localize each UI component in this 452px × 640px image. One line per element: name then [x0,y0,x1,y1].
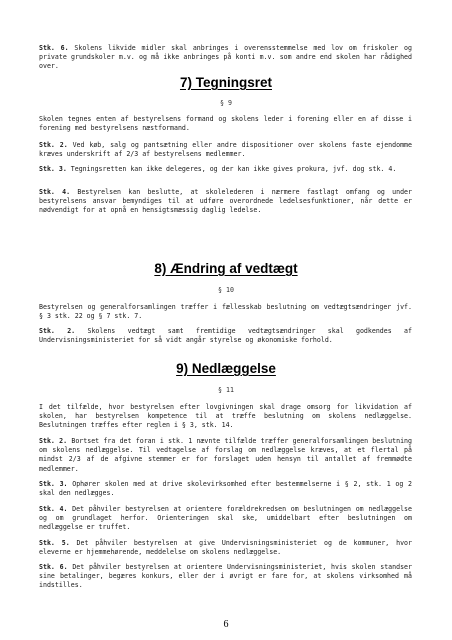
paragraph: Stk. 6. Det påhviler bestyrelsen at orientere Undervisningsministeriet, hvis skolen standser sine betalinger, begæres konkurs, eller der i øvrigt er fare for, at skolens virksomhed må indstilles. [39,563,412,590]
section-heading-tegningsret: 7) Tegningsret [179,75,272,90]
paragraph: Stk. 2. Ved køb, salg og pantsætning eller andre dispositioner over skolens faste ejendomme kræves underskrift af 2/3 af bestyrelsens medlemmer. [39,141,412,159]
paragraph: I det tilfælde, hvor bestyrelsen efter lovgivningen skal drage omsorg for likvidation af skolen, har bestyrelsen kompetence til at træffe beslutning om skolens nedlæggelse. Beslutningen træffes efter reglen i § 3, stk. 14. [39,403,412,430]
paragraph-mark: § 9 [220,99,232,107]
paragraph: Stk. 3. Tegningsretten kan ikke delegeres, og der kan ikke gives prokura, jvf. dog stk. 4. [39,165,397,173]
paragraph: Stk. 4. Bestyrelsen kan beslutte, at skolelederen i nærmere fastlagt omfang og under bestyrelsens ansvar bemyndiges til at udføre overordnede ledelsesfunktioner, når dette er nødvendigt for at opnå en hensigtsmæssig daglig ledelse. [39,188,412,215]
paragraph: Bestyrelsen og generalforsamlingen træffer i fællesskab beslutning om vedtægtsændringer jvf. § 3 stk. 22 og § 7 stk. 7. [39,303,412,321]
paragraph: Stk. 4. Det påhviler bestyrelsen at orientere forældrekredsen om beslutningen om nedlæggelse og om grundlaget herfor. Orienteringen skal ske, umiddelbart efter beslutningen om nedlæggelse er truffet. [39,505,412,532]
paragraph-mark: § 10 [218,286,234,294]
page-number: 6 [223,619,229,630]
paragraph: Stk. 2. Skolens vedtægt samt fremtidige vedtægtsændringer skal godkendes af Undervisningsministeriet for så vidt angår styrelse og økonomiske forhold. [39,327,412,345]
paragraph: Skolen tegnes enten af bestyrelsens formand og skolens leder i forening eller en af disse i forening med bestyrelsens næstformand. [39,115,412,133]
paragraph: Stk. 2. Bortset fra det foran i stk. 1 nævnte tilfælde træffer generalforsamlingen beslutning om skolens nedlæggelse. Til vedtagelse af forslag om nedlæggelse kræves, at et flertal på mindst 2/3 af de afgivne stemmer er for forslaget uden hensyn til antallet af fremmødte medlemmer. [39,437,412,473]
section-heading-nedlaeggelse: 9) Nedlæggelse [176,361,276,376]
paragraph-mark: § 11 [218,386,234,394]
paragraph: Stk. 5. Det påhviler bestyrelsen at give Undervisningsministeriet og de kommuner, hvor eleverne er hjemmehørende, meddelelse om skolens nedlæggelse. [39,539,412,557]
paragraph: Stk. 3. Ophører skolen med at drive skolevirksomhed efter bestemmelserne i § 2, stk. 1 og 2 skal den nedlægges. [39,480,412,498]
paragraph-stk-6: Stk. 6. Skolens likvide midler skal anbringes i overensstemmelse med lov om friskoler og private grundskoler m.v. og må ikke anbringes på konti m.v. som andre end skolen har rådighed over. [39,44,412,71]
section-heading-aendring-af-vedtaegt: 8) Ændring af vedtægt [154,261,298,276]
